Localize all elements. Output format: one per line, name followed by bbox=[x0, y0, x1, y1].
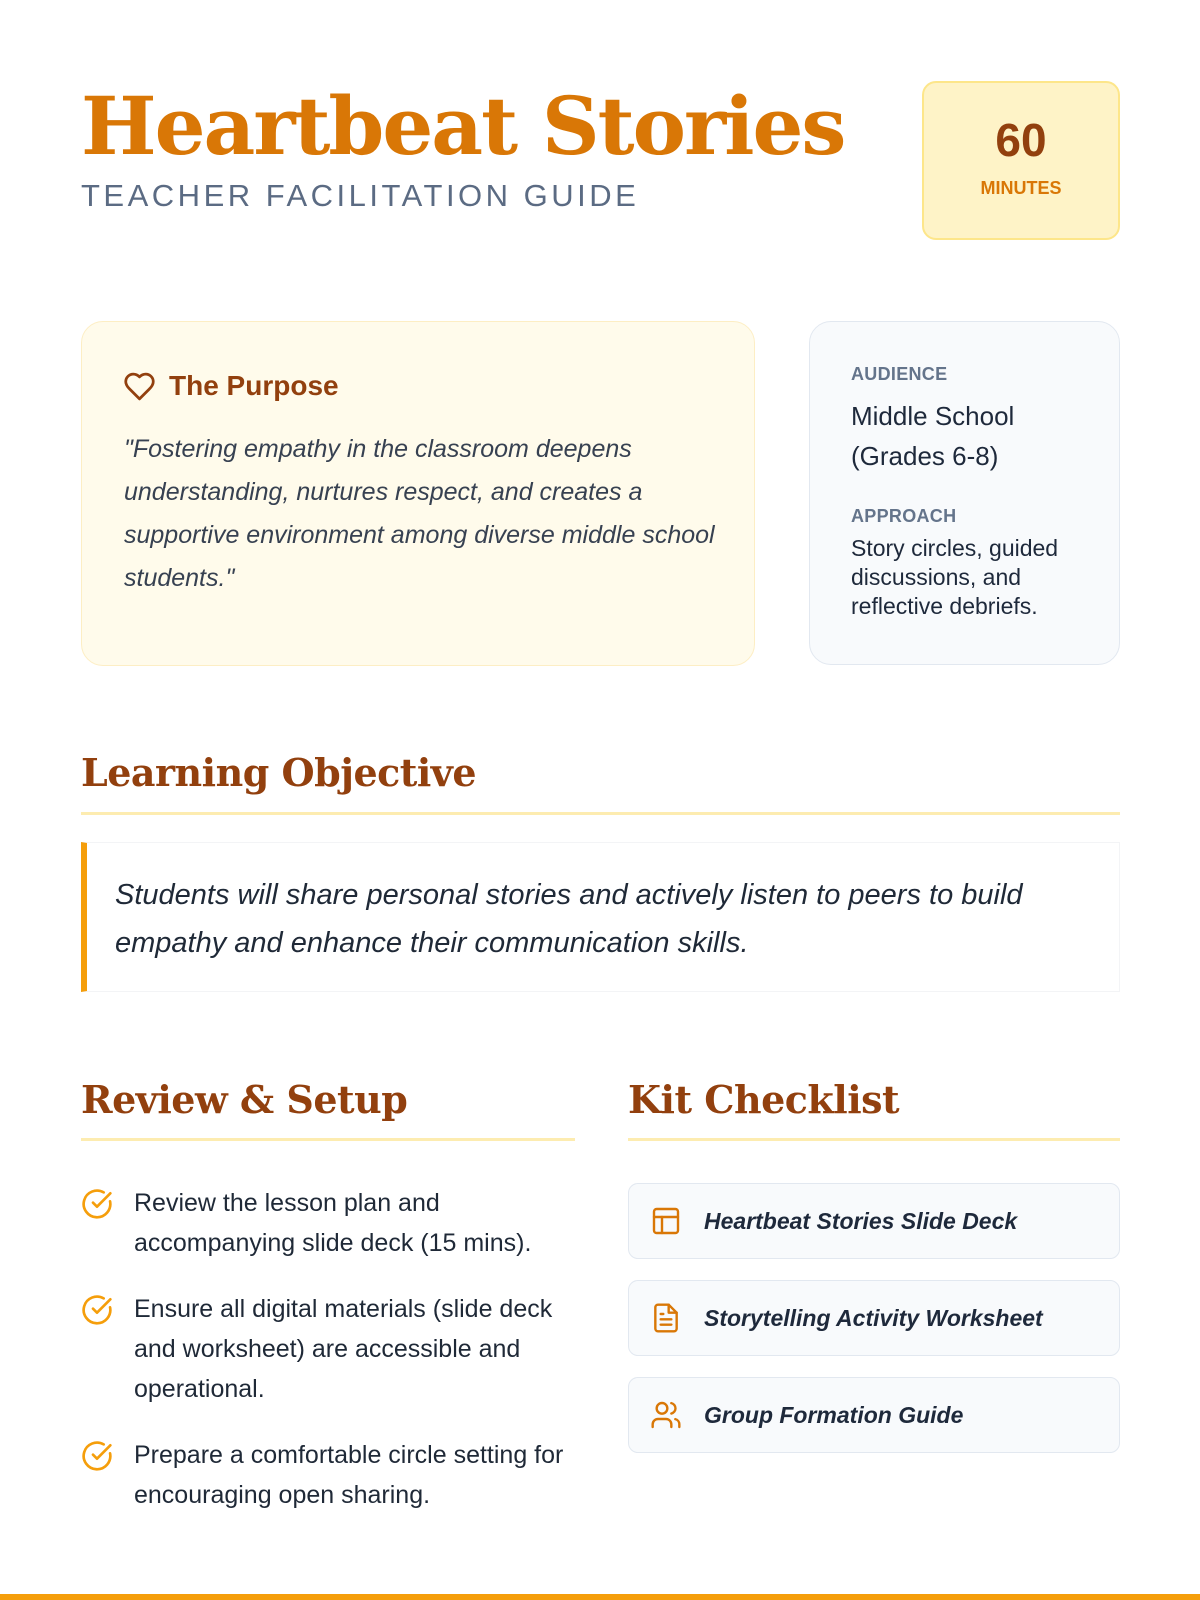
objective-title: Learning Objective bbox=[81, 750, 477, 795]
objective-text: Students will share personal stories and actively listen to peers to build empathy and enhance their communication skills. bbox=[115, 879, 1023, 959]
kit-item-slide-deck[interactable] bbox=[628, 1183, 1120, 1259]
check-circle-icon bbox=[81, 1294, 113, 1326]
review-item bbox=[81, 1289, 575, 1409]
review-item-text: Review the lesson plan and accompanying slide deck (15 mins). bbox=[134, 1189, 532, 1257]
kit-item-group-guide[interactable] bbox=[628, 1377, 1120, 1453]
review-item bbox=[81, 1435, 575, 1515]
kit-title: Kit Checklist bbox=[628, 1077, 900, 1122]
info-card bbox=[809, 321, 1120, 665]
duration-value: 60 bbox=[995, 114, 1047, 166]
kit-item-label: Storytelling Activity Worksheet bbox=[704, 1304, 1043, 1331]
objective-callout bbox=[81, 842, 1120, 992]
audience-label: AUDIENCE bbox=[851, 364, 948, 384]
review-divider bbox=[81, 1138, 575, 1141]
review-item bbox=[81, 1183, 575, 1263]
review-list bbox=[81, 1183, 575, 1541]
audience-value: Middle School (Grades 6-8) bbox=[851, 401, 1015, 471]
review-item-text: Ensure all digital materials (slide deck and worksheet) are accessible and operational. bbox=[134, 1295, 553, 1403]
purpose-title: The Purpose bbox=[169, 370, 339, 401]
purpose-quote: "Fostering empathy in the classroom deepens understanding, nurtures respect, and creates a supportive environment among diverse middle school students." bbox=[124, 435, 715, 592]
users-icon bbox=[650, 1399, 682, 1431]
kit-list bbox=[628, 1183, 1120, 1474]
kit-item-label: Group Formation Guide bbox=[704, 1401, 964, 1428]
purpose-header bbox=[123, 369, 339, 403]
objective-divider bbox=[81, 812, 1120, 815]
duration-badge bbox=[922, 81, 1120, 240]
approach-label: APPROACH bbox=[851, 506, 957, 526]
bottom-accent-bar bbox=[0, 1594, 1200, 1600]
heart-icon bbox=[123, 370, 156, 403]
page-title: Heartbeat Stories bbox=[81, 79, 845, 173]
duration-unit: MINUTES bbox=[980, 178, 1062, 198]
check-circle-icon bbox=[81, 1440, 113, 1472]
page-subtitle: TEACHER FACILITATION GUIDE bbox=[81, 178, 640, 213]
guide-page bbox=[81, 0, 1120, 1600]
check-circle-icon bbox=[81, 1188, 113, 1220]
kit-item-worksheet[interactable] bbox=[628, 1280, 1120, 1356]
kit-item-label: Heartbeat Stories Slide Deck bbox=[704, 1207, 1018, 1234]
document-icon bbox=[650, 1302, 682, 1334]
approach-value: Story circles, guided discussions, and reflective debriefs. bbox=[851, 535, 1059, 619]
purpose-card bbox=[81, 321, 755, 666]
review-title: Review & Setup bbox=[81, 1077, 408, 1122]
kit-divider bbox=[628, 1138, 1120, 1141]
layout-icon bbox=[650, 1205, 682, 1237]
review-item-text: Prepare a comfortable circle setting for encouraging open sharing. bbox=[134, 1441, 564, 1509]
